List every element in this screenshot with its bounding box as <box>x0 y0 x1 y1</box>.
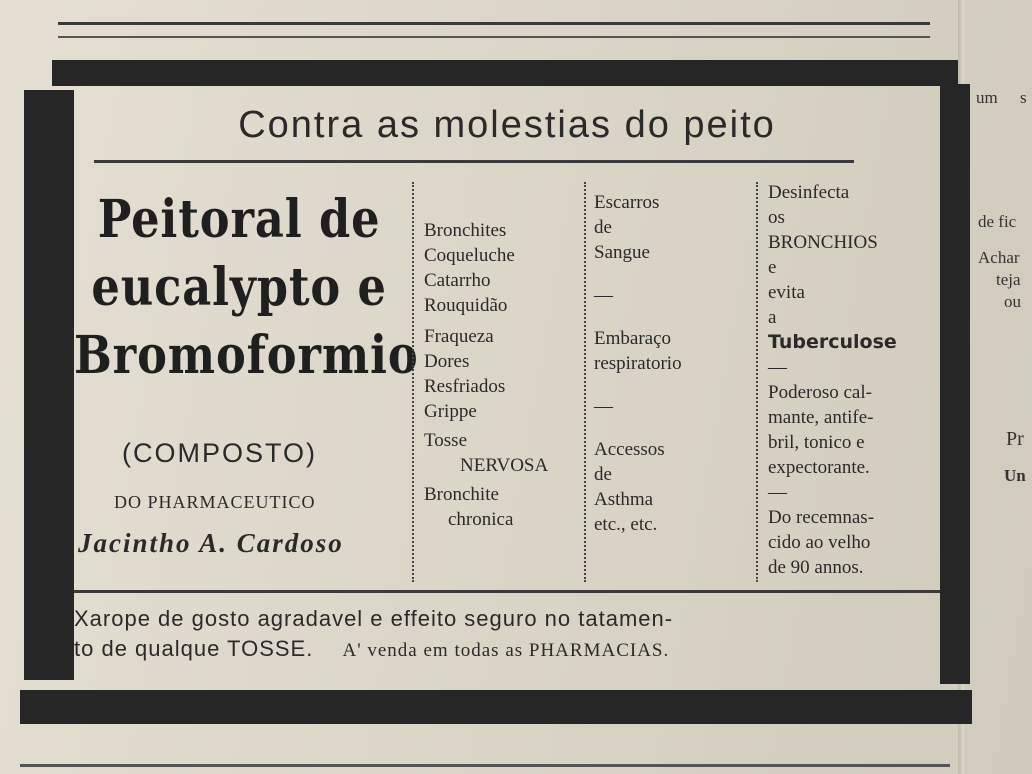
title-line-1: Peitoral de <box>97 189 381 250</box>
list-item: evita <box>768 282 805 303</box>
list-item: Poderoso cal- <box>768 382 872 403</box>
list-item: Tosse <box>424 430 468 451</box>
author-name: Jacintho A. Cardoso <box>78 528 344 558</box>
list-item: cido ao velho <box>768 532 871 553</box>
list-item: Resfriados <box>424 376 506 397</box>
list-item: a <box>768 307 777 328</box>
side-fragment: Pr <box>1006 428 1024 450</box>
list-item: de <box>594 217 612 238</box>
list-item: expectorante. <box>768 457 870 478</box>
list-item: Fraqueza <box>424 326 494 347</box>
list-item: chronica <box>448 509 514 530</box>
list-item: os <box>768 207 785 228</box>
product-title <box>74 186 419 390</box>
title-line-2: eucalypto e <box>91 257 387 318</box>
list-item: Asthma <box>594 489 654 510</box>
bottom-rule <box>20 764 950 767</box>
separator-dash: — <box>594 285 613 306</box>
column-divider-2 <box>584 182 586 582</box>
top-rule <box>58 22 930 25</box>
list-item: Dores <box>424 351 470 372</box>
footer-line-2 <box>74 634 940 666</box>
list-item: BRONCHIOS <box>768 232 878 253</box>
list-item: Bronchite <box>424 484 499 505</box>
column-divider-3 <box>756 182 758 582</box>
column-divider-1 <box>412 182 414 582</box>
list-item: Tuberculose <box>768 331 897 353</box>
side-fragment: de fic <box>978 212 1017 231</box>
ailments-column <box>424 218 548 532</box>
frame-border-right <box>940 84 970 684</box>
list-item: Accessos <box>594 439 665 460</box>
separator-dash: — <box>768 482 787 503</box>
list-item: Embaraço <box>594 328 672 349</box>
list-item: NERVOSA <box>460 455 549 476</box>
list-item: Do recemnas- <box>768 507 875 528</box>
frame-border-top <box>52 60 958 86</box>
list-item: etc., etc. <box>594 514 658 535</box>
list-item: respiratorio <box>594 353 682 374</box>
title-line-3: Bromoformio <box>74 325 419 386</box>
symptoms-column <box>594 190 682 537</box>
headline-rule <box>94 160 854 163</box>
footer-line-2b: A' venda em todas as PHARMACIAS. <box>342 640 670 661</box>
side-fragment: um <box>976 88 998 107</box>
list-item: Desinfecta <box>768 182 850 203</box>
side-fragment: ou <box>1004 292 1021 311</box>
headline: Contra as molestias do peito <box>238 104 776 146</box>
footer-line-2a: to de qualque TOSSE. <box>74 636 314 661</box>
side-fragment: Un <box>1004 466 1026 485</box>
list-item: Bronchites <box>424 220 507 241</box>
list-item: Catarrho <box>424 270 491 291</box>
list-item: Sangue <box>594 242 650 263</box>
composto-label: (COMPOSTO) <box>122 438 317 468</box>
list-item: de <box>594 464 612 485</box>
footer-line-1: Xarope de gosto agradavel e effeito seguro no tatamen- <box>74 606 674 631</box>
list-item: mante, antife- <box>768 407 874 428</box>
list-item: Grippe <box>424 401 477 422</box>
list-item: Rouquidão <box>424 295 508 316</box>
separator-dash: — <box>594 396 613 417</box>
benefits-column <box>768 180 897 580</box>
advertisement <box>74 86 940 690</box>
list-item: Coqueluche <box>424 245 515 266</box>
frame-border-bottom <box>20 690 972 724</box>
top-rule-2 <box>58 36 930 38</box>
separator-dash: — <box>768 357 787 378</box>
list-item: bril, tonico e <box>768 432 865 453</box>
side-fragment: teja <box>996 270 1021 289</box>
side-fragment: Achar <box>978 248 1020 267</box>
side-fragment: s <box>1020 88 1027 107</box>
list-item: Escarros <box>594 192 660 213</box>
list-item: de 90 annos. <box>768 557 864 578</box>
footer-text <box>74 604 940 666</box>
list-item: e <box>768 257 777 278</box>
footer-rule <box>74 590 940 593</box>
pharmaceutico-label: DO PHARMACEUTICO <box>114 492 316 512</box>
frame-border-left <box>24 90 74 680</box>
